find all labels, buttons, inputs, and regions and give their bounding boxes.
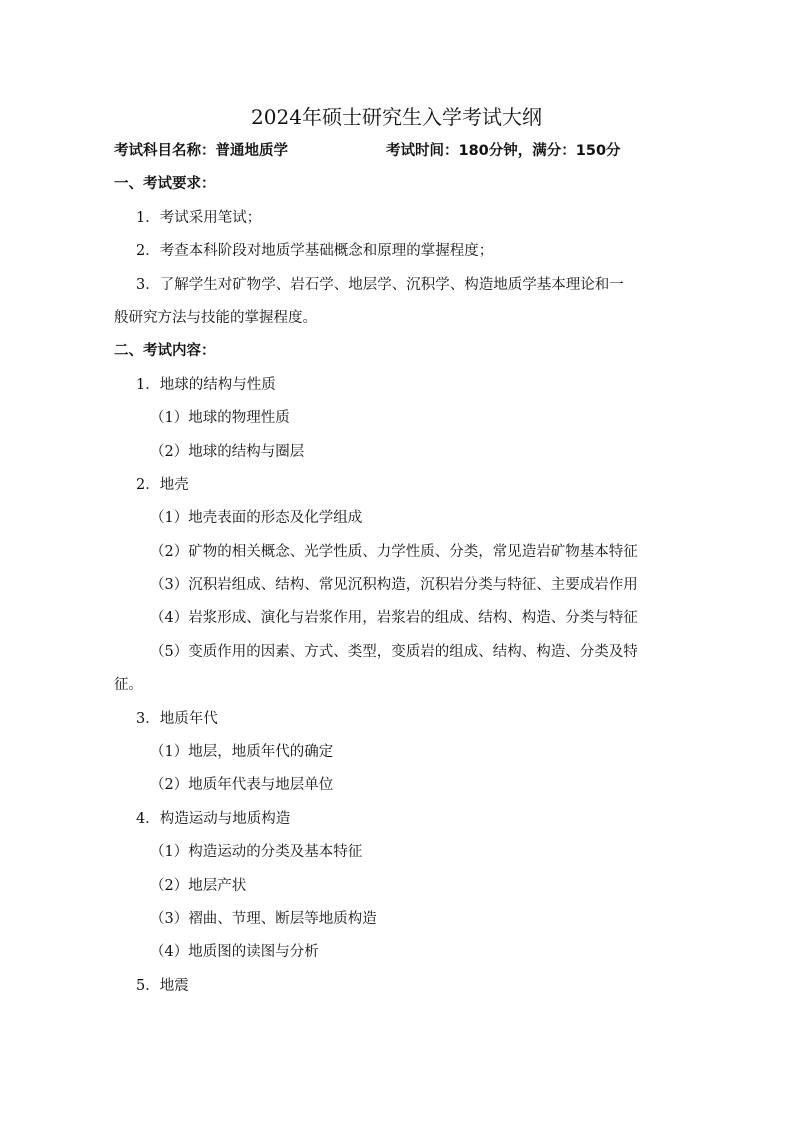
- page-title: 2024年硕士研究生入学考试大纲: [251, 105, 542, 129]
- topic-title: 4．构造运动与地质构造: [136, 810, 291, 827]
- section-heading: 二、考试内容：: [114, 343, 216, 360]
- sub-item: （2）地层产状: [150, 877, 247, 894]
- list-item: 3．了解学生对矿物学、岩石学、地层学、沉积学、构造地质学基本理论和一: [136, 276, 624, 293]
- topic-title: 1．地球的结构与性质: [136, 376, 276, 393]
- sub-item: （1）地层，地质年代的确定: [150, 744, 334, 761]
- list-item: 2．考查本科阶段对地质学基础概念和原理的掌握程度；: [136, 243, 494, 260]
- sub-item: （1）地壳表面的形态及化学组成: [150, 510, 363, 527]
- list-item-continuation: 般研究方法与技能的掌握程度。: [114, 309, 317, 326]
- sub-item-continuation: 征。: [114, 677, 143, 694]
- exam-time-score: 考试时间：180分钟，满分：150分: [386, 143, 621, 159]
- exam-header: [114, 135, 694, 168]
- sub-item: （1）构造运动的分类及基本特征: [150, 844, 363, 861]
- topic-title: 5．地震: [136, 977, 189, 994]
- sub-item: （4）岩浆形成、演化与岩浆作用，岩浆岩的组成、结构、构造、分类与特征: [150, 610, 638, 627]
- sub-item: （1）地球的物理性质: [150, 410, 290, 427]
- sub-item: （2）矿物的相关概念、光学性质、力学性质、分类，常见造岩矿物基本特征: [150, 543, 638, 560]
- list-item: 1．考试采用笔试；: [136, 209, 262, 226]
- sub-item: （2）地质年代表与地层单位: [150, 777, 334, 794]
- sub-item: （2）地球的结构与圈层: [150, 443, 305, 460]
- sub-item: （4）地质图的读图与分析: [150, 944, 319, 961]
- topic-title: 3．地质年代: [136, 710, 218, 727]
- sub-item: （3）褶曲、节理、断层等地质构造: [150, 910, 377, 927]
- document-body: [114, 135, 694, 1003]
- subject-name: 考试科目名称：普通地质学: [114, 143, 288, 159]
- sub-item: （3）沉积岩组成、结构、常见沉积构造，沉积岩分类与特征、主要成岩作用: [150, 577, 638, 594]
- sub-item: （5）变质作用的因素、方式、类型，变质岩的组成、结构、构造、分类及特: [150, 643, 638, 660]
- topic-title: 2．地壳: [136, 476, 189, 493]
- section-heading: 一、考试要求：: [114, 176, 216, 193]
